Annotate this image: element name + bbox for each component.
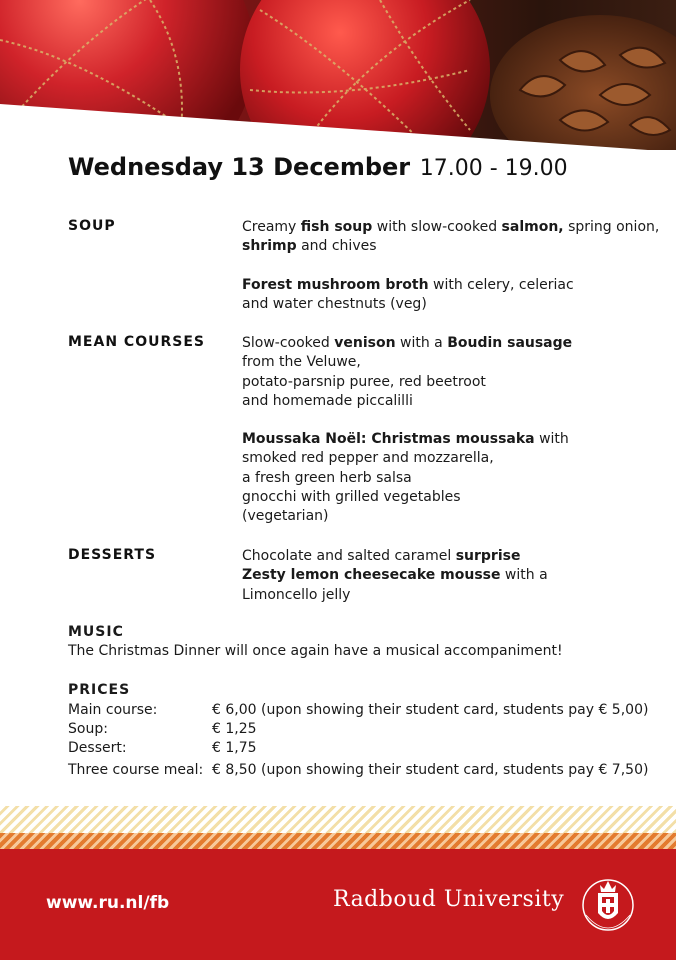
price-label: Main course: xyxy=(68,702,158,718)
text: Limoncello jelly xyxy=(242,586,351,603)
soup-item-2 xyxy=(242,276,662,315)
text: a fresh green herb salsa xyxy=(242,469,412,486)
text: with xyxy=(534,431,569,447)
text: with slow-cooked xyxy=(372,219,502,235)
text: gnocchi with grilled vegetables xyxy=(242,488,461,505)
price-row xyxy=(68,740,668,756)
text: Slow-cooked xyxy=(242,335,335,351)
text-bold: salmon, xyxy=(501,219,564,235)
text: Creamy xyxy=(242,219,301,235)
text-bold: shrimp xyxy=(242,238,297,255)
mains-item-1 xyxy=(242,334,662,411)
text: from the Veluwe, xyxy=(242,354,361,371)
text-bold: Zesty lemon cheesecake mousse xyxy=(242,567,501,584)
university-name: Radboud University xyxy=(333,887,565,912)
desserts-label: DESSERTS xyxy=(68,547,157,563)
text: with a xyxy=(395,335,448,351)
price-row xyxy=(68,721,668,737)
soup-item-1 xyxy=(242,218,662,257)
price-value: € 6,00 (upon showing their student card, students pay € 5,00) xyxy=(212,702,649,718)
text: (vegetarian) xyxy=(242,508,329,525)
price-value: € 1,25 xyxy=(212,721,257,737)
text-bold: Forest mushroom broth xyxy=(242,277,429,293)
decorative-stripes-orange xyxy=(0,833,676,849)
christmas-ornaments-image xyxy=(0,0,676,150)
text-bold: surprise xyxy=(455,548,521,564)
title-date: Wednesday 13 December xyxy=(68,153,411,181)
text: and homemade piccalilli xyxy=(242,392,413,409)
text: with a xyxy=(500,567,548,584)
price-row xyxy=(68,702,668,718)
title-time: 17.00 - 19.00 xyxy=(419,156,568,181)
mains-item-2 xyxy=(242,430,662,526)
footer xyxy=(0,849,676,960)
text-bold: fish soup xyxy=(300,219,373,235)
price-value: € 8,50 (upon showing their student card, students pay € 7,50) xyxy=(212,762,649,778)
text: and chives xyxy=(296,238,377,255)
text: spring onion, xyxy=(563,219,660,235)
text: potato-parsnip puree, red beetroot xyxy=(242,373,486,390)
soup-label: SOUP xyxy=(68,218,116,234)
price-row xyxy=(68,762,668,778)
price-label: Dessert: xyxy=(68,740,127,756)
text-bold: Moussaka Noël: Christmas moussaka xyxy=(242,431,535,447)
text: smoked red pepper and mozzarella, xyxy=(242,450,494,467)
text-bold: Boudin sausage xyxy=(447,335,573,351)
text: and water chestnuts (veg) xyxy=(242,296,427,313)
text: with celery, celeriac xyxy=(428,277,574,293)
price-label: Three course meal: xyxy=(68,762,204,778)
footer-url-link[interactable]: www.ru.nl/fb xyxy=(46,893,170,913)
header-photo xyxy=(0,0,676,150)
text-bold: venison xyxy=(334,335,396,351)
mains-label: MEAN COURSES xyxy=(68,334,205,350)
pinecone xyxy=(490,15,676,150)
music-text: The Christmas Dinner will once again have a musical accompaniment! xyxy=(68,643,563,659)
university-seal-icon xyxy=(578,863,638,943)
prices-label: PRICES xyxy=(68,682,131,698)
price-value: € 1,75 xyxy=(212,740,257,756)
music-label: MUSIC xyxy=(68,624,124,640)
page-title xyxy=(68,150,568,186)
price-label: Soup: xyxy=(68,721,108,737)
desserts-items xyxy=(242,547,662,605)
text: Chocolate and salted caramel xyxy=(242,548,456,564)
